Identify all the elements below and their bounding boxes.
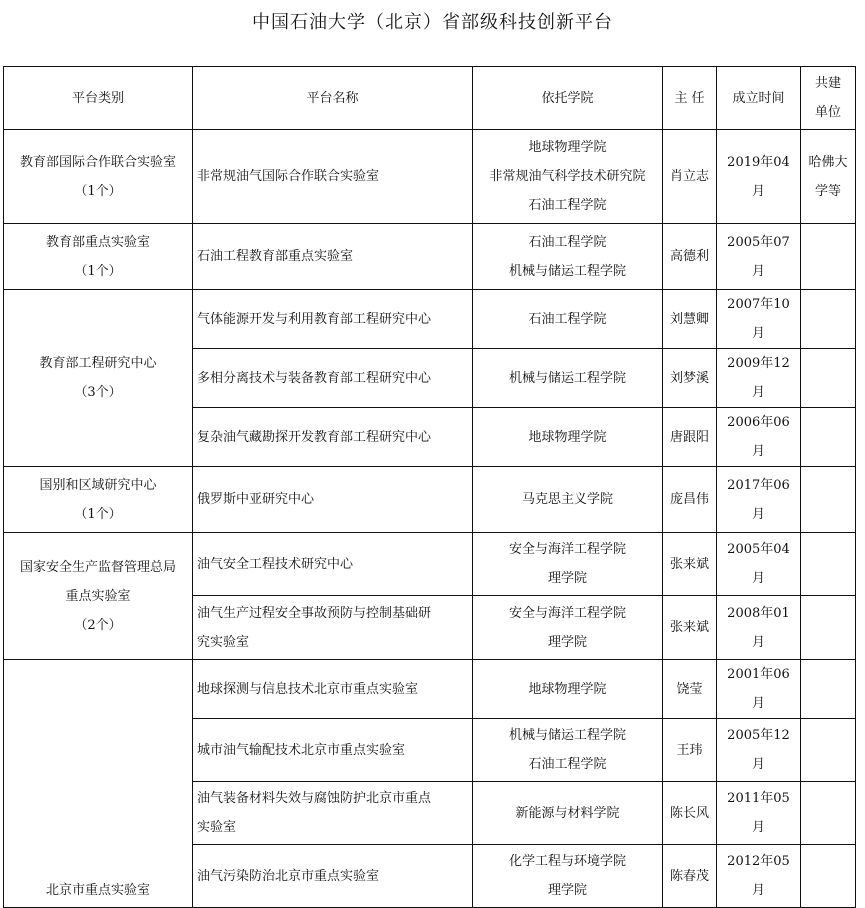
established-cell: 2008年01月 (717, 596, 801, 660)
category-cell (4, 533, 193, 660)
established-cell: 2005年07月 (717, 224, 801, 290)
director-cell: 庞昌伟 (663, 467, 717, 533)
college-cell (473, 719, 663, 782)
college-line: 安全与海洋工程学院 (508, 542, 626, 557)
table-header-row (4, 67, 856, 130)
established-cell: 2012年05月 (717, 845, 801, 908)
platform-name-line: 油气生产过程安全事故预防与控制基础研 (197, 605, 432, 621)
college-cell: 地球物理学院 (473, 408, 663, 467)
established-cell: 2005年12月 (717, 719, 801, 782)
college-cell (473, 596, 663, 660)
director-cell: 刘梦溪 (663, 349, 717, 408)
category-count: （1个） (74, 183, 122, 199)
college-line: 安全与海洋工程学院 (508, 605, 626, 621)
category-count: （1个） (74, 263, 122, 279)
table-row (4, 660, 856, 719)
director-cell: 唐跟阳 (663, 408, 717, 467)
platform-name-cell (193, 596, 473, 660)
partner-cell (801, 845, 856, 908)
established-cell: 2006年06月 (717, 408, 801, 467)
category-label: 教育部工程研究中心 (39, 356, 157, 371)
partner-cell (801, 349, 856, 408)
partner-cell (801, 467, 856, 533)
platform-name-cell (193, 782, 473, 845)
category-cell (4, 290, 193, 467)
platform-name: 城市油气输配技术北京市重点实验室 (193, 719, 473, 782)
college-cell (473, 130, 663, 224)
established-cell: 2007年10月 (717, 290, 801, 349)
college-line: 机械与储运工程学院 (508, 263, 626, 279)
college-line: 理学院 (547, 634, 587, 650)
director-cell: 陈长风 (663, 782, 717, 845)
college-line: 石油工程学院 (528, 757, 607, 772)
table-row (4, 533, 856, 596)
director-cell: 高德利 (663, 224, 717, 290)
established-cell: 2001年06月 (717, 660, 801, 719)
category-label: 教育部国际合作联合实验室 (19, 154, 176, 170)
director-cell: 刘慧卿 (663, 290, 717, 349)
platform-table (3, 66, 856, 908)
established-cell: 2011年05月 (717, 782, 801, 845)
header-established: 成立时间 (717, 67, 801, 130)
platform-name: 俄罗斯中亚研究中心 (193, 467, 473, 533)
platform-name: 气体能源开发与利用教育部工程研究中心 (193, 290, 473, 349)
platform-name-line: 究实验室 (197, 634, 250, 650)
table-row (4, 130, 856, 224)
header-partner (801, 67, 856, 130)
college-line: 理学院 (547, 571, 587, 586)
category-count: （2个） (74, 617, 122, 633)
header-name: 平台名称 (193, 67, 473, 130)
header-director: 主 任 (663, 67, 717, 130)
partner-cell (801, 224, 856, 290)
partner-line: 学等 (814, 183, 841, 199)
table-row (4, 224, 856, 290)
category-cell (4, 660, 193, 908)
category-label: 国别和区域研究中心 (39, 477, 157, 493)
header-category: 平台类别 (4, 67, 193, 130)
platform-name: 地球探测与信息技术北京市重点实验室 (193, 660, 473, 719)
college-cell: 马克思主义学院 (473, 467, 663, 533)
director-cell: 张来斌 (663, 533, 717, 596)
header-college: 依托学院 (473, 67, 663, 130)
partner-cell (801, 719, 856, 782)
category-cell (4, 130, 193, 224)
category-cell (4, 467, 193, 533)
partner-cell (801, 533, 856, 596)
partner-cell (801, 130, 856, 224)
platform-name: 非常规油气国际合作联合实验室 (193, 130, 473, 224)
platform-name: 复杂油气藏勘探开发教育部工程研究中心 (193, 408, 473, 467)
category-label: 教育部重点实验室 (45, 234, 150, 250)
partner-cell (801, 782, 856, 845)
college-cell (473, 224, 663, 290)
partner-cell (801, 596, 856, 660)
college-cell: 新能源与材料学院 (473, 782, 663, 845)
header-partner-line1: 共建 (814, 76, 841, 91)
established-cell: 2005年04月 (717, 533, 801, 596)
category-cell (4, 224, 193, 290)
partner-cell (801, 660, 856, 719)
college-line: 机械与储运工程学院 (508, 728, 626, 743)
established-cell: 2017年06月 (717, 467, 801, 533)
category-count: （1个） (74, 506, 122, 522)
platform-name-line: 实验室 (197, 820, 237, 835)
category-label: 北京市重点实验室 (45, 883, 150, 898)
college-line: 化学工程与环境学院 (508, 854, 626, 869)
director-cell: 陈春茂 (663, 845, 717, 908)
established-cell: 2009年12月 (717, 349, 801, 408)
college-line: 非常规油气科学技术研究院 (489, 169, 646, 184)
partner-cell (801, 408, 856, 467)
platform-name: 油气安全工程技术研究中心 (193, 533, 473, 596)
college-cell: 地球物理学院 (473, 660, 663, 719)
header-partner-line2: 单位 (814, 105, 841, 120)
table-row (4, 290, 856, 349)
college-line: 石油工程学院 (528, 198, 607, 213)
platform-name: 油气污染防治北京市重点实验室 (193, 845, 473, 908)
college-line: 石油工程学院 (528, 234, 607, 250)
platform-name: 石油工程教育部重点实验室 (193, 224, 473, 290)
college-line: 地球物理学院 (528, 140, 607, 155)
partner-cell (801, 290, 856, 349)
director-cell: 王玮 (663, 719, 717, 782)
platform-name-line: 油气装备材料失效与腐蚀防护北京市重点 (197, 791, 432, 806)
director-cell: 肖立志 (663, 130, 717, 224)
table-row (4, 467, 856, 533)
college-cell (473, 845, 663, 908)
college-line: 理学院 (547, 883, 587, 898)
page-title: 中国石油大学（北京）省部级科技创新平台 (252, 12, 613, 33)
partner-line: 哈佛大 (808, 154, 848, 170)
platform-name: 多相分离技术与装备教育部工程研究中心 (193, 349, 473, 408)
category-label-line2: 重点实验室 (65, 588, 131, 604)
director-cell: 饶莹 (663, 660, 717, 719)
category-count: （3个） (74, 385, 122, 400)
category-label: 国家安全生产监督管理总局 (19, 559, 176, 575)
college-cell: 石油工程学院 (473, 290, 663, 349)
college-cell: 机械与储运工程学院 (473, 349, 663, 408)
director-cell: 张来斌 (663, 596, 717, 660)
college-cell (473, 533, 663, 596)
established-cell: 2019年04月 (717, 130, 801, 224)
